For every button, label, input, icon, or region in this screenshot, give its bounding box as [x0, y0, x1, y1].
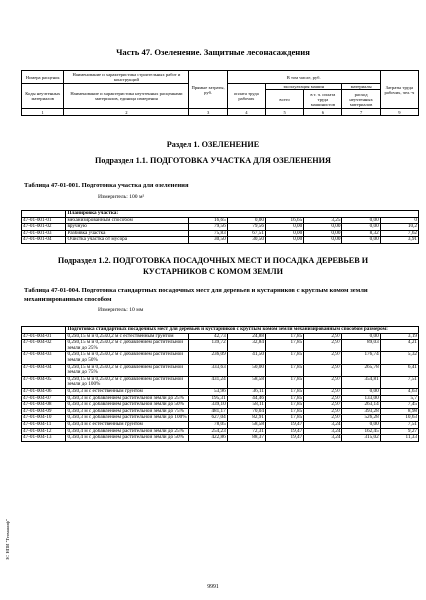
machines-total-cell: 0,00	[265, 237, 303, 244]
machines-total-cell: 17,85	[265, 402, 303, 409]
direct-costs-cell: 16,65	[189, 217, 227, 224]
machines-total-cell: 17,85	[265, 395, 303, 402]
machines-total-cell: 17,85	[265, 340, 303, 352]
labor-pay-cell: 58,58	[227, 421, 265, 428]
direct-costs-cell: 78,05	[189, 421, 227, 428]
materials-cell: 263,14	[342, 402, 380, 409]
materials-cell: 0,00	[342, 217, 380, 224]
rate-code-cell: 47-01-004-03	[22, 352, 66, 364]
labor-hours-cell: 0	[380, 217, 418, 224]
labor-pay-cell: 82,91	[227, 415, 265, 422]
table-measure: Измеритель: 100 м²	[98, 194, 145, 200]
table-row	[22, 376, 419, 388]
labor-pay-cell: 44,46	[227, 395, 265, 402]
materials-cell: 162,45	[342, 428, 380, 435]
machinists-pay-cell: 0,00	[304, 230, 342, 237]
machinists-pay-cell: 2,97	[304, 352, 342, 364]
direct-costs-cell: 79,56	[189, 224, 227, 231]
materials-cell: 0,00	[342, 237, 380, 244]
machinists-pay-cell: 3,25	[304, 217, 342, 224]
part-title: Часть 47. Озеленение. Защитные лесонасаждения	[116, 47, 310, 57]
rate-code-cell: 47-01-004-01	[22, 333, 66, 340]
labor-hours-cell: 7,51	[380, 376, 418, 388]
rate-code-cell: 47-01-004-07	[22, 395, 66, 402]
machines-total-cell: 0,00	[265, 230, 303, 237]
rate-code-cell: 47-01-001-03	[22, 230, 66, 237]
direct-costs-cell: 339,10	[189, 402, 227, 409]
work-name-cell: вручную	[66, 224, 189, 231]
header-codes: Номера расценок	[22, 71, 64, 84]
work-name-cell: Разбивка участка	[66, 230, 189, 237]
machines-total-cell: 16,65	[265, 217, 303, 224]
labor-pay-cell: 58,58	[227, 376, 265, 388]
table-subheading: Подготовка стандартных посадочных мест для деревьев и кустарников с круглым комом земли механизированным способом размером:	[66, 327, 419, 334]
labor-pay-cell: 30,50	[227, 237, 265, 244]
col-num: 6	[304, 109, 342, 116]
machines-total-cell: 19,47	[265, 421, 303, 428]
labor-hours-cell: 10,2	[380, 224, 418, 231]
labor-hours-cell: 7,45	[380, 402, 418, 409]
labor-hours-cell: 4,63	[380, 388, 418, 395]
machines-total-cell: 17,85	[265, 388, 303, 395]
header-material-codes: Коды неучтенных материалов	[22, 84, 64, 109]
materials-cell: 133,00	[342, 395, 380, 402]
machines-total-cell: 19,47	[265, 435, 303, 442]
header-materials: материалы	[342, 84, 380, 90]
col-num: 3	[189, 109, 227, 116]
machines-total-cell: 17,85	[265, 376, 303, 388]
side-note: ЗС НПИ "Геоманиф"	[5, 519, 10, 560]
machinists-pay-cell: 0,00	[304, 224, 342, 231]
work-name-cell: 0,3х0,3 м с добавлением растительной земли до 75%	[66, 408, 189, 415]
rate-code-cell: 47-01-004-04	[22, 364, 66, 376]
labor-pay-cell: 36,11	[227, 388, 265, 395]
rate-code-cell: 47-01-004-09	[22, 408, 66, 415]
work-name-cell: 0,3х0,4 м с добавлением растительной земли до 25%	[66, 428, 189, 435]
work-name-cell: 0,2х0,15 м и 0,25х0,2 м с естественным грунтом	[66, 333, 189, 340]
work-name-cell: 0,3х0,4 м с естественным грунтом	[66, 421, 189, 428]
labor-pay-cell: 41,50	[227, 352, 265, 364]
machinists-pay-cell: 2,97	[304, 408, 342, 415]
direct-costs-cell: 42,73	[189, 333, 227, 340]
subsection-title: Подраздел 1.1. ПОДГОТОВКА УЧАСТКА ДЛЯ ОЗЕЛЕНЕНИЯ	[95, 156, 331, 165]
header-machines: эксплуатация машин	[265, 84, 342, 90]
col-num: 5	[265, 109, 303, 116]
work-name-cell: механизированным способом	[66, 217, 189, 224]
rate-code-cell: 47-01-004-02	[22, 340, 66, 352]
materials-cell: 265,78	[342, 364, 380, 376]
table-47-01-001	[21, 210, 419, 244]
labor-pay-cell: 50,00	[227, 364, 265, 376]
header-direct-costs: Прямые затраты, руб.	[189, 71, 227, 109]
table-row	[22, 435, 419, 442]
rate-code-cell: 47-01-004-12	[22, 428, 66, 435]
materials-cell: 176,74	[342, 352, 380, 364]
machinists-pay-cell: 2,97	[304, 340, 342, 352]
subsection-title: Подраздел 1.2. ПОДГОТОВКА ПОСАДОЧНЫХ МЕСТ И ПОСАДКА ДЕРЕВЬЕВ И КУСТАРНИКОВ С КОМОМ ЗЕМЛИ	[57, 256, 369, 276]
direct-costs-cell: 53,96	[189, 388, 227, 395]
header-labor: Затраты труда рабочих, чел.-ч	[380, 71, 418, 109]
direct-costs-cell: 333,63	[189, 364, 227, 376]
table-row	[22, 237, 419, 244]
header-unaccounted-materials: расход неучтенных материалов	[342, 90, 380, 109]
header-material-names: Наименование и характеристика неучтенных расценками материалов, единица измерения	[64, 84, 189, 109]
work-name-cell: 0,2х0,15 м и 0,25х0,2 м с добавлением растительной земли до 25%	[66, 340, 189, 352]
labor-pay-cell: 79,56	[227, 224, 265, 231]
direct-costs-cell: 75,83	[189, 230, 227, 237]
work-name-cell: 0,3х0,3 м с добавлением растительной земли до 50%	[66, 402, 189, 409]
materials-cell: 0,00	[342, 224, 380, 231]
direct-costs-cell: 30,50	[189, 237, 227, 244]
rate-code-cell: 47-01-004-10	[22, 415, 66, 422]
table-subheading: Планировка участка:	[66, 211, 419, 218]
rate-code-cell: 47-01-004-11	[22, 421, 66, 428]
direct-costs-cell: 431,24	[189, 376, 227, 388]
machines-total-cell: 0,00	[265, 224, 303, 231]
labor-hours-cell: 5,7	[380, 395, 418, 402]
work-name-cell: Очистка участка от мусора	[66, 237, 189, 244]
direct-costs-cell: 236,09	[189, 352, 227, 364]
header-labor-pay: оплата труда рабочих	[227, 84, 265, 109]
machinists-pay-cell: 2,97	[304, 402, 342, 409]
rate-code-cell: 47-01-004-13	[22, 435, 66, 442]
table-title: Таблица 47-01-004. Подготовка стандартных посадочных мест для деревьев и кустарников с круглым комом земли механизированным способом	[24, 287, 368, 303]
machines-total-cell: 19,47	[265, 428, 303, 435]
labor-hours-cell: 11,33	[380, 435, 418, 442]
direct-costs-cell: 254,23	[189, 428, 227, 435]
labor-hours-cell: 6,41	[380, 364, 418, 376]
header-including: В том числе, руб.	[227, 71, 380, 84]
machinists-pay-cell: 2,97	[304, 388, 342, 395]
machinists-pay-cell: 2,97	[304, 395, 342, 402]
materials-cell: 0,00	[342, 388, 380, 395]
materials-cell: 0,00	[342, 421, 380, 428]
table-47-01-004	[21, 326, 419, 442]
header-machines-total: всего	[265, 90, 303, 109]
header-work-name: Наименование и характеристика строительных работ и конструкций	[64, 71, 189, 84]
machinists-pay-cell: 2,97	[304, 376, 342, 388]
labor-pay-cell: 70,04	[227, 408, 265, 415]
materials-cell: 393,28	[342, 408, 380, 415]
section-title: Раздел 1. ОЗЕЛЕНЕНИЕ	[166, 140, 260, 149]
machinists-pay-cell: 3,24	[304, 435, 342, 442]
direct-costs-cell: 627,04	[189, 415, 227, 422]
labor-pay-cell: 0,00	[227, 217, 265, 224]
labor-hours-cell: 10,63	[380, 415, 418, 422]
table-row	[22, 352, 419, 364]
machines-total-cell: 17,85	[265, 352, 303, 364]
labor-hours-cell: 9,27	[380, 428, 418, 435]
labor-hours-cell: 3,91	[380, 237, 418, 244]
col-num: 1	[22, 109, 64, 116]
labor-hours-cell: 7,51	[380, 421, 418, 428]
labor-pay-cell: 58,11	[227, 402, 265, 409]
col-num: 4	[227, 109, 265, 116]
work-name-cell: 0,2х0,15 м и 0,25х0,2 м с добавлением растительной земли до 100%	[66, 376, 189, 388]
direct-costs-cell: 139,72	[189, 340, 227, 352]
labor-hours-cell: 7,62	[380, 230, 418, 237]
materials-cell: 315,02	[342, 435, 380, 442]
table-row	[22, 421, 419, 428]
labor-pay-cell: 67,51	[227, 230, 265, 237]
labor-hours-cell: 3,19	[380, 333, 418, 340]
labor-hours-cell: 5,32	[380, 352, 418, 364]
materials-cell: 0,00	[342, 333, 380, 340]
col-num: 2	[64, 109, 189, 116]
rate-code-cell: 47-01-001-02	[22, 224, 66, 231]
column-header-table	[21, 70, 419, 116]
work-name-cell: 0,2х0,15 м и 0,25х0,2 м с добавлением растительной земли до 50%	[66, 352, 189, 364]
col-num: 7	[342, 109, 380, 116]
materials-cell: 526,28	[342, 415, 380, 422]
labor-hours-cell: 8,98	[380, 408, 418, 415]
col-num: 9	[380, 109, 418, 116]
table-row	[22, 364, 419, 376]
rate-code-cell: 47-01-001-01	[22, 217, 66, 224]
labor-pay-cell: 88,37	[227, 435, 265, 442]
machines-total-cell: 17,85	[265, 408, 303, 415]
labor-pay-cell: 72,31	[227, 428, 265, 435]
direct-costs-cell: 195,31	[189, 395, 227, 402]
machinists-pay-cell: 3,24	[304, 421, 342, 428]
machinists-pay-cell: 2,97	[304, 333, 342, 340]
work-name-cell: 0,2х0,15 м и 0,25х0,2 м с добавлением растительной земли до 75%	[66, 364, 189, 376]
machines-total-cell: 17,85	[265, 333, 303, 340]
work-name-cell: 0,3х0,4 м с добавлением растительной земли до 50%	[66, 435, 189, 442]
work-name-cell: 0,3х0,3 м с естественным грунтом	[66, 388, 189, 395]
materials-cell: 354,81	[342, 376, 380, 388]
materials-cell: 89,03	[342, 340, 380, 352]
direct-costs-cell: 481,17	[189, 408, 227, 415]
machines-total-cell: 17,85	[265, 415, 303, 422]
labor-hours-cell: 4,21	[380, 340, 418, 352]
work-name-cell: 0,3х0,3 м с добавлением растительной земли до 100%	[66, 415, 189, 422]
rate-code-cell: 47-01-004-06	[22, 388, 66, 395]
labor-pay-cell: 24,88	[227, 333, 265, 340]
machines-total-cell: 17,85	[265, 364, 303, 376]
direct-costs-cell: 422,86	[189, 435, 227, 442]
table-measure: Измеритель: 10 мм	[98, 307, 144, 313]
rate-code-cell: 47-01-004-05	[22, 376, 66, 388]
machinists-pay-cell: 3,24	[304, 428, 342, 435]
labor-pay-cell: 32,84	[227, 340, 265, 352]
rate-code-cell: 47-01-004-08	[22, 402, 66, 409]
header-machinists-pay: в т. ч. оплата труда машинистов	[304, 90, 342, 109]
table-title: Таблица 47-01-001. Подготовка участка для озеленения	[24, 182, 189, 189]
machinists-pay-cell: 2,97	[304, 364, 342, 376]
machinists-pay-cell: 0,00	[304, 237, 342, 244]
page-number: 9991	[207, 584, 219, 590]
rate-code-cell: 47-01-001-04	[22, 237, 66, 244]
machinists-pay-cell: 2,97	[304, 415, 342, 422]
materials-cell: 8,32	[342, 230, 380, 237]
work-name-cell: 0,3х0,3 м с добавлением растительной земли до 25%	[66, 395, 189, 402]
